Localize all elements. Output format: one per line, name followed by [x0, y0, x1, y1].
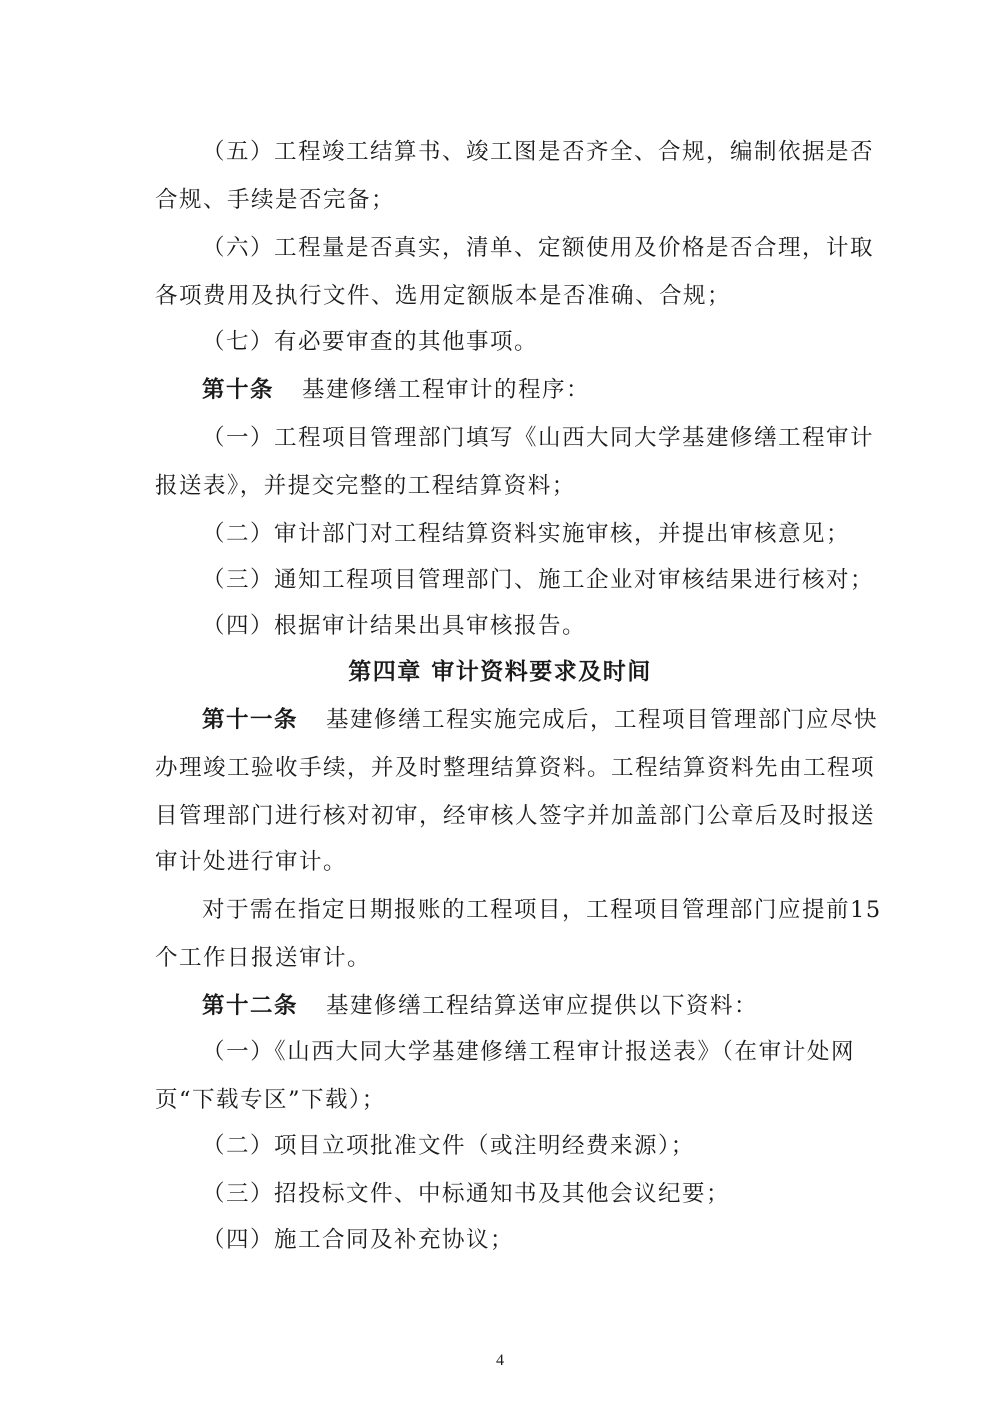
article-10-label: 第十条: [202, 377, 275, 403]
material-4: （四）施工合同及补充协议；: [202, 1227, 515, 1253]
article-11-line-2: 办理竣工验收手续，并及时整理结算资料。工程结算资料先由工程项: [155, 755, 876, 781]
item-5-line-2: 合规、手续是否完备；: [155, 187, 396, 213]
chapter-4-heading: 第四章 审计资料要求及时间: [348, 658, 652, 685]
deadline-line-1: 对于需在指定日期报账的工程项目，工程项目管理部门应提前15: [202, 897, 882, 923]
deadline-line-2: 个工作日报送审计。: [155, 945, 372, 971]
step-3: （三）通知工程项目管理部门、施工企业对审核结果进行核对；: [202, 567, 875, 593]
material-1-line-2: 页“下载专区”下载）；: [155, 1087, 386, 1113]
article-11: [202, 704, 879, 736]
article-12-label: 第十二条: [202, 993, 299, 1019]
article-11-text: 基建修缮工程实施完成后，工程项目管理部门应尽快: [326, 707, 879, 733]
step-2: （二）审计部门对工程结算资料实施审核，并提出审核意见；: [202, 521, 851, 547]
step-1-line-2: 报送表》，并提交完整的工程结算资料；: [155, 473, 576, 499]
article-11-label: 第十一条: [202, 707, 299, 733]
material-3: （三）招投标文件、中标通知书及其他会议纪要；: [202, 1181, 731, 1207]
material-1-line-1: （一）《山西大同大学基建修缮工程审计报送表》（在审计处网: [202, 1039, 855, 1065]
article-12-text: 基建修缮工程结算送审应提供以下资料：: [326, 993, 759, 1019]
item-6-line-2: 各项费用及执行文件、选用定额版本是否准确、合规；: [155, 283, 732, 309]
item-5-line-1: （五）工程竣工结算书、竣工图是否齐全、合规，编制依据是否: [202, 139, 875, 165]
material-2: （二）项目立项批准文件（或注明经费来源）；: [202, 1133, 695, 1159]
article-11-line-4: 审计处进行审计。: [155, 849, 348, 875]
step-1-line-1: （一）工程项目管理部门填写《山西大同大学基建修缮工程审计: [202, 425, 875, 451]
article-11-line-3: 目管理部门进行核对初审，经审核人签字并加盖部门公章后及时报送: [155, 803, 876, 829]
item-6-line-1: （六）工程量是否真实，清单、定额使用及价格是否合理，计取: [202, 235, 875, 261]
page-number: 4: [496, 1352, 504, 1369]
item-7: （七）有必要审查的其他事项。: [202, 329, 539, 355]
article-12: [202, 990, 855, 1022]
article-10: [202, 374, 855, 406]
step-4: （四）根据审计结果出具审核报告。: [202, 613, 587, 639]
article-10-text: 基建修缮工程审计的程序：: [302, 377, 591, 403]
